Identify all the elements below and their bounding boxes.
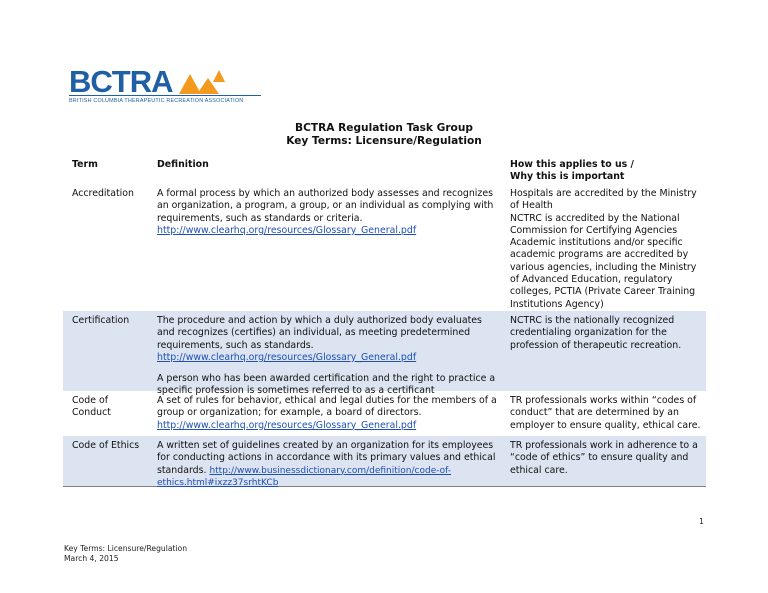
footer-date: March 4, 2015 [64, 554, 119, 563]
definition-cell [157, 440, 502, 489]
term-cell: Accreditation [72, 188, 134, 199]
definition-cell [157, 188, 502, 237]
definition-text: A written set of guidelines created by an organization for its employees for conducting actions in accordance with its primary values and ethical standards. [157, 440, 496, 476]
applies-cell [510, 440, 704, 477]
table-row [63, 311, 706, 397]
applies-line: Hospitals are accredited by the Ministry of Health [510, 188, 697, 212]
document-title: BCTRA Regulation Task Group [295, 122, 473, 134]
definition-cell [157, 395, 502, 432]
table-header-row [63, 155, 706, 184]
document-subtitle: Key Terms: Licensure/Regulation [286, 135, 482, 147]
logo-letters: BCTRA [69, 64, 173, 99]
source-link[interactable]: http://www.businessdictionary.com/definition/code-of-ethics.html#ixzz37srhtKCb [157, 465, 452, 488]
table-row [63, 184, 706, 311]
source-link[interactable]: http://www.clearhq.org/resources/Glossary_General.pdf [157, 224, 417, 236]
applies-line: NCTRC is the nationally recognized credentialing organization for the profession of therapeutic recreation. [510, 315, 682, 351]
page-footer [64, 544, 187, 564]
table-row [63, 391, 706, 436]
applies-cell [510, 315, 704, 352]
header-definition: Definition [157, 159, 209, 170]
term-cell: Certification [72, 315, 130, 326]
term-cell: Code of Ethics [72, 440, 140, 451]
header-applies-line1: How this applies to us / [510, 159, 634, 170]
term-cell: Code of Conduct [72, 395, 111, 419]
applies-line: NCTRC is accredited by the National Commission for Certifying Agencies [510, 212, 680, 236]
applies-line: Academic institutions and/or specific academic programs are accredited by various agencies, including the Ministry of Advanced Education, regulatory colleges, PCTIA (Private Career Training Institutions Agency) [510, 237, 697, 310]
header-applies [510, 159, 704, 184]
definition-extra: A person who has been awarded certification and the right to practice a specific profession is sometimes referred to as a certificant [157, 373, 496, 397]
header-term: Term [72, 159, 98, 170]
applies-line: TR professionals works within “codes of conduct” that are determined by an employer to ensure quality, ethical care. [510, 395, 701, 431]
applies-cell [510, 395, 704, 432]
applies-line: TR professionals work in adherence to a “code of ethics” to ensure quality and ethical care. [510, 440, 698, 476]
applies-cell [510, 188, 704, 311]
footer-title: Key Terms: Licensure/Regulation [64, 544, 188, 553]
source-link[interactable]: http://www.clearhq.org/resources/Glossary_General.pdf [157, 351, 417, 363]
source-link[interactable]: http://www.clearhq.org/resources/Glossary_General.pdf [157, 419, 417, 431]
bctra-logo [69, 66, 261, 110]
table-row [63, 436, 706, 487]
definition-text: A formal process by which an authorized body assesses and recognizes an organization, a program, a group, or an individual as complying with requirements, such as standards or criteria. [157, 188, 494, 224]
page-number: 1 [699, 517, 704, 526]
definition-text: A set of rules for behavior, ethical and legal duties for the members of a group or organization; for example, a board of directors. [157, 395, 497, 419]
header-applies-line2: Why this is important [510, 171, 625, 183]
logo-mountain-icon [175, 68, 229, 96]
definition-cell [157, 315, 502, 398]
definition-text: The procedure and action by which a duly authorized body evaluates and recognizes (certifies) an individual, as meeting predetermined requirements, such as standards. [157, 315, 482, 351]
key-terms-table [63, 155, 706, 487]
logo-subtitle: BRITISH COLUMBIA THERAPEUTIC RECREATION ASSOCIATION [69, 95, 261, 104]
